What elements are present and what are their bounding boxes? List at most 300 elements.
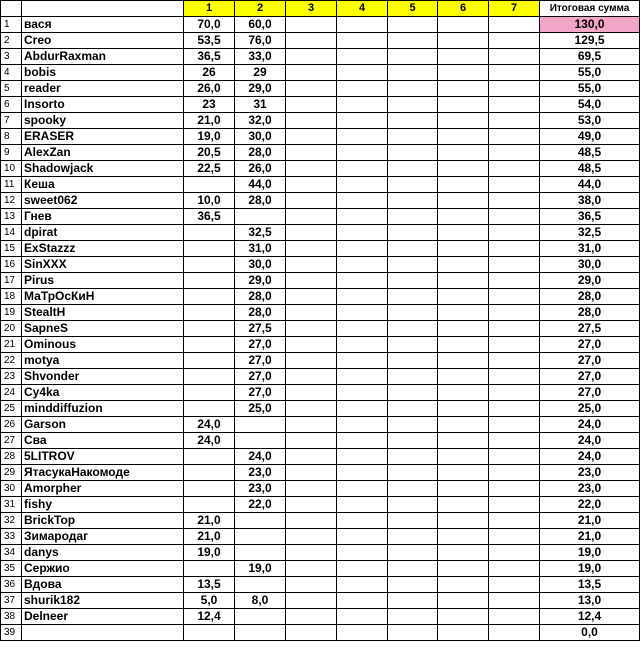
score-cell-4[interactable] xyxy=(337,289,388,305)
player-name[interactable]: motya xyxy=(22,353,184,369)
row-number[interactable]: 39 xyxy=(1,625,22,641)
score-cell-4[interactable] xyxy=(337,337,388,353)
score-cell-1[interactable]: 19,0 xyxy=(184,545,235,561)
score-cell-2[interactable]: 28,0 xyxy=(235,145,286,161)
score-cell-5[interactable] xyxy=(388,113,438,129)
total-cell[interactable]: 19,0 xyxy=(540,545,640,561)
score-cell-6[interactable] xyxy=(438,289,489,305)
player-name[interactable]: МаТрОсКиН xyxy=(22,289,184,305)
score-cell-1[interactable] xyxy=(184,337,235,353)
score-cell-6[interactable] xyxy=(438,193,489,209)
score-cell-6[interactable] xyxy=(438,97,489,113)
total-cell[interactable]: 49,0 xyxy=(540,129,640,145)
score-cell-5[interactable] xyxy=(388,161,438,177)
score-cell-1[interactable] xyxy=(184,305,235,321)
score-cell-3[interactable] xyxy=(286,513,337,529)
score-cell-1[interactable]: 70,0 xyxy=(184,17,235,33)
score-cell-2[interactable]: 29,0 xyxy=(235,81,286,97)
total-cell[interactable]: 24,0 xyxy=(540,433,640,449)
score-cell-6[interactable] xyxy=(438,49,489,65)
total-cell[interactable]: 28,0 xyxy=(540,305,640,321)
row-number[interactable]: 26 xyxy=(1,417,22,433)
score-cell-6[interactable] xyxy=(438,497,489,513)
player-name[interactable]: Creo xyxy=(22,33,184,49)
score-cell-5[interactable] xyxy=(388,289,438,305)
player-name[interactable]: Amorpher xyxy=(22,481,184,497)
score-cell-7[interactable] xyxy=(489,81,540,97)
score-cell-6[interactable] xyxy=(438,17,489,33)
total-cell[interactable]: 30,0 xyxy=(540,257,640,273)
score-cell-6[interactable] xyxy=(438,385,489,401)
score-cell-7[interactable] xyxy=(489,593,540,609)
score-cell-3[interactable] xyxy=(286,81,337,97)
score-cell-4[interactable] xyxy=(337,81,388,97)
score-cell-3[interactable] xyxy=(286,193,337,209)
row-number[interactable]: 8 xyxy=(1,129,22,145)
row-number[interactable]: 5 xyxy=(1,81,22,97)
player-name[interactable]: shurik182 xyxy=(22,593,184,609)
score-cell-2[interactable]: 32,0 xyxy=(235,113,286,129)
score-cell-2[interactable]: 27,0 xyxy=(235,369,286,385)
player-name[interactable]: ExStazzz xyxy=(22,241,184,257)
score-cell-2[interactable] xyxy=(235,529,286,545)
score-cell-4[interactable] xyxy=(337,161,388,177)
row-number[interactable]: 2 xyxy=(1,33,22,49)
score-cell-5[interactable] xyxy=(388,513,438,529)
score-cell-3[interactable] xyxy=(286,273,337,289)
total-cell[interactable]: 53,0 xyxy=(540,113,640,129)
score-cell-1[interactable]: 22,5 xyxy=(184,161,235,177)
score-cell-6[interactable] xyxy=(438,225,489,241)
score-cell-1[interactable] xyxy=(184,369,235,385)
score-cell-4[interactable] xyxy=(337,353,388,369)
score-cell-2[interactable] xyxy=(235,545,286,561)
row-number[interactable]: 38 xyxy=(1,609,22,625)
row-number[interactable]: 1 xyxy=(1,17,22,33)
score-cell-4[interactable] xyxy=(337,273,388,289)
score-cell-5[interactable] xyxy=(388,97,438,113)
score-cell-5[interactable] xyxy=(388,193,438,209)
total-cell[interactable]: 55,0 xyxy=(540,81,640,97)
score-cell-2[interactable]: 44,0 xyxy=(235,177,286,193)
total-cell[interactable]: 0,0 xyxy=(540,625,640,641)
row-number[interactable]: 19 xyxy=(1,305,22,321)
score-cell-6[interactable] xyxy=(438,65,489,81)
score-cell-7[interactable] xyxy=(489,17,540,33)
score-cell-6[interactable] xyxy=(438,177,489,193)
score-cell-2[interactable]: 33,0 xyxy=(235,49,286,65)
row-number[interactable]: 18 xyxy=(1,289,22,305)
score-cell-1[interactable]: 10,0 xyxy=(184,193,235,209)
score-cell-3[interactable] xyxy=(286,497,337,513)
score-cell-5[interactable] xyxy=(388,353,438,369)
total-cell[interactable]: 130,0 xyxy=(540,17,640,33)
total-cell[interactable]: 48,5 xyxy=(540,145,640,161)
score-cell-1[interactable] xyxy=(184,497,235,513)
score-cell-7[interactable] xyxy=(489,257,540,273)
score-cell-3[interactable] xyxy=(286,481,337,497)
total-cell[interactable]: 48,5 xyxy=(540,161,640,177)
score-cell-4[interactable] xyxy=(337,529,388,545)
score-cell-1[interactable] xyxy=(184,257,235,273)
score-cell-1[interactable]: 26 xyxy=(184,65,235,81)
score-cell-6[interactable] xyxy=(438,209,489,225)
row-number[interactable]: 4 xyxy=(1,65,22,81)
score-cell-4[interactable] xyxy=(337,577,388,593)
score-cell-5[interactable] xyxy=(388,545,438,561)
score-cell-7[interactable] xyxy=(489,385,540,401)
score-cell-5[interactable] xyxy=(388,417,438,433)
score-cell-1[interactable] xyxy=(184,321,235,337)
score-cell-2[interactable]: 23,0 xyxy=(235,465,286,481)
row-number[interactable]: 30 xyxy=(1,481,22,497)
score-cell-1[interactable]: 20,5 xyxy=(184,145,235,161)
score-cell-4[interactable] xyxy=(337,193,388,209)
player-name[interactable]: Pirus xyxy=(22,273,184,289)
score-cell-5[interactable] xyxy=(388,433,438,449)
score-cell-5[interactable] xyxy=(388,593,438,609)
score-cell-7[interactable] xyxy=(489,177,540,193)
score-cell-1[interactable] xyxy=(184,449,235,465)
score-cell-3[interactable] xyxy=(286,449,337,465)
score-cell-3[interactable] xyxy=(286,145,337,161)
player-name[interactable]: Гнев xyxy=(22,209,184,225)
score-cell-6[interactable] xyxy=(438,593,489,609)
row-number[interactable]: 27 xyxy=(1,433,22,449)
total-cell[interactable]: 44,0 xyxy=(540,177,640,193)
player-name[interactable]: Shvonder xyxy=(22,369,184,385)
score-cell-3[interactable] xyxy=(286,289,337,305)
row-number[interactable]: 13 xyxy=(1,209,22,225)
score-cell-7[interactable] xyxy=(489,33,540,49)
player-name[interactable]: Ominous xyxy=(22,337,184,353)
score-cell-3[interactable] xyxy=(286,529,337,545)
score-cell-1[interactable] xyxy=(184,273,235,289)
score-cell-7[interactable] xyxy=(489,529,540,545)
total-cell[interactable]: 27,0 xyxy=(540,337,640,353)
score-cell-7[interactable] xyxy=(489,241,540,257)
score-cell-2[interactable]: 29 xyxy=(235,65,286,81)
score-cell-5[interactable] xyxy=(388,497,438,513)
score-cell-5[interactable] xyxy=(388,225,438,241)
score-cell-6[interactable] xyxy=(438,449,489,465)
score-cell-4[interactable] xyxy=(337,561,388,577)
score-cell-1[interactable] xyxy=(184,225,235,241)
column-header-1[interactable]: 1 xyxy=(184,1,235,17)
score-cell-7[interactable] xyxy=(489,513,540,529)
score-cell-4[interactable] xyxy=(337,209,388,225)
score-cell-5[interactable] xyxy=(388,17,438,33)
score-cell-1[interactable]: 21,0 xyxy=(184,113,235,129)
player-name[interactable]: fishy xyxy=(22,497,184,513)
score-cell-2[interactable]: 31 xyxy=(235,97,286,113)
player-name[interactable]: danys xyxy=(22,545,184,561)
score-cell-6[interactable] xyxy=(438,321,489,337)
score-cell-5[interactable] xyxy=(388,481,438,497)
score-cell-3[interactable] xyxy=(286,385,337,401)
total-cell[interactable]: 129,5 xyxy=(540,33,640,49)
score-cell-6[interactable] xyxy=(438,305,489,321)
score-cell-1[interactable]: 12,4 xyxy=(184,609,235,625)
row-number[interactable]: 3 xyxy=(1,49,22,65)
score-cell-6[interactable] xyxy=(438,561,489,577)
total-cell[interactable]: 21,0 xyxy=(540,529,640,545)
score-cell-5[interactable] xyxy=(388,577,438,593)
score-cell-6[interactable] xyxy=(438,609,489,625)
total-cell[interactable]: 13,0 xyxy=(540,593,640,609)
score-cell-7[interactable] xyxy=(489,353,540,369)
score-cell-6[interactable] xyxy=(438,145,489,161)
score-cell-5[interactable] xyxy=(388,81,438,97)
score-cell-2[interactable]: 27,0 xyxy=(235,353,286,369)
score-cell-1[interactable] xyxy=(184,385,235,401)
score-cell-1[interactable] xyxy=(184,401,235,417)
score-cell-7[interactable] xyxy=(489,433,540,449)
score-cell-5[interactable] xyxy=(388,33,438,49)
score-cell-5[interactable] xyxy=(388,65,438,81)
row-number[interactable]: 12 xyxy=(1,193,22,209)
score-cell-3[interactable] xyxy=(286,177,337,193)
score-cell-7[interactable] xyxy=(489,305,540,321)
player-name[interactable]: bobis xyxy=(22,65,184,81)
total-cell[interactable]: 28,0 xyxy=(540,289,640,305)
score-cell-5[interactable] xyxy=(388,609,438,625)
total-cell[interactable]: 21,0 xyxy=(540,513,640,529)
score-cell-2[interactable]: 28,0 xyxy=(235,305,286,321)
row-number[interactable]: 11 xyxy=(1,177,22,193)
score-cell-4[interactable] xyxy=(337,449,388,465)
score-cell-5[interactable] xyxy=(388,129,438,145)
score-cell-5[interactable] xyxy=(388,449,438,465)
column-header-5[interactable]: 5 xyxy=(388,1,438,17)
score-cell-6[interactable] xyxy=(438,129,489,145)
column-header-4[interactable]: 4 xyxy=(337,1,388,17)
score-cell-6[interactable] xyxy=(438,529,489,545)
score-cell-5[interactable] xyxy=(388,241,438,257)
score-cell-3[interactable] xyxy=(286,305,337,321)
score-cell-3[interactable] xyxy=(286,321,337,337)
score-cell-2[interactable]: 27,5 xyxy=(235,321,286,337)
score-cell-6[interactable] xyxy=(438,81,489,97)
score-cell-2[interactable]: 8,0 xyxy=(235,593,286,609)
score-cell-2[interactable]: 23,0 xyxy=(235,481,286,497)
total-cell[interactable]: 55,0 xyxy=(540,65,640,81)
score-cell-2[interactable]: 32,5 xyxy=(235,225,286,241)
row-number[interactable]: 6 xyxy=(1,97,22,113)
score-cell-1[interactable] xyxy=(184,177,235,193)
score-cell-6[interactable] xyxy=(438,241,489,257)
player-name[interactable]: AlexZan xyxy=(22,145,184,161)
score-cell-7[interactable] xyxy=(489,49,540,65)
player-name[interactable]: Зимародаг xyxy=(22,529,184,545)
score-cell-6[interactable] xyxy=(438,161,489,177)
score-cell-2[interactable]: 24,0 xyxy=(235,449,286,465)
score-cell-6[interactable] xyxy=(438,369,489,385)
total-cell[interactable]: 31,0 xyxy=(540,241,640,257)
score-cell-7[interactable] xyxy=(489,225,540,241)
score-cell-2[interactable] xyxy=(235,209,286,225)
score-cell-4[interactable] xyxy=(337,545,388,561)
score-cell-3[interactable] xyxy=(286,593,337,609)
row-number[interactable]: 22 xyxy=(1,353,22,369)
score-cell-3[interactable] xyxy=(286,465,337,481)
score-cell-3[interactable] xyxy=(286,561,337,577)
score-cell-4[interactable] xyxy=(337,129,388,145)
score-cell-1[interactable] xyxy=(184,465,235,481)
total-cell[interactable]: 36,5 xyxy=(540,209,640,225)
total-cell[interactable]: 23,0 xyxy=(540,465,640,481)
player-name[interactable]: BrickTop xyxy=(22,513,184,529)
score-cell-3[interactable] xyxy=(286,225,337,241)
score-cell-2[interactable]: 60,0 xyxy=(235,17,286,33)
row-number[interactable]: 25 xyxy=(1,401,22,417)
score-cell-3[interactable] xyxy=(286,369,337,385)
score-cell-6[interactable] xyxy=(438,417,489,433)
row-number[interactable]: 28 xyxy=(1,449,22,465)
row-number[interactable]: 29 xyxy=(1,465,22,481)
score-cell-4[interactable] xyxy=(337,145,388,161)
score-cell-1[interactable] xyxy=(184,241,235,257)
player-name[interactable]: reader xyxy=(22,81,184,97)
score-cell-5[interactable] xyxy=(388,369,438,385)
score-cell-6[interactable] xyxy=(438,513,489,529)
score-cell-7[interactable] xyxy=(489,209,540,225)
player-name[interactable]: SapneS xyxy=(22,321,184,337)
score-cell-4[interactable] xyxy=(337,65,388,81)
score-cell-3[interactable] xyxy=(286,609,337,625)
player-name[interactable]: sweet062 xyxy=(22,193,184,209)
score-cell-7[interactable] xyxy=(489,497,540,513)
score-cell-7[interactable] xyxy=(489,65,540,81)
score-cell-3[interactable] xyxy=(286,97,337,113)
row-number[interactable]: 34 xyxy=(1,545,22,561)
score-cell-4[interactable] xyxy=(337,465,388,481)
score-cell-2[interactable]: 29,0 xyxy=(235,273,286,289)
player-name[interactable]: AbdurRaxman xyxy=(22,49,184,65)
score-cell-3[interactable] xyxy=(286,257,337,273)
score-cell-3[interactable] xyxy=(286,577,337,593)
score-cell-5[interactable] xyxy=(388,257,438,273)
score-cell-2[interactable]: 26,0 xyxy=(235,161,286,177)
score-cell-2[interactable]: 30,0 xyxy=(235,257,286,273)
total-cell[interactable]: 27,0 xyxy=(540,369,640,385)
score-cell-2[interactable] xyxy=(235,577,286,593)
score-cell-1[interactable]: 24,0 xyxy=(184,417,235,433)
score-cell-4[interactable] xyxy=(337,321,388,337)
total-cell[interactable]: 32,5 xyxy=(540,225,640,241)
score-cell-1[interactable] xyxy=(184,289,235,305)
player-name[interactable]: spooky xyxy=(22,113,184,129)
score-cell-4[interactable] xyxy=(337,401,388,417)
score-cell-4[interactable] xyxy=(337,49,388,65)
score-cell-3[interactable] xyxy=(286,113,337,129)
score-cell-1[interactable]: 26,0 xyxy=(184,81,235,97)
score-cell-6[interactable] xyxy=(438,465,489,481)
player-name[interactable]: SinXXX xyxy=(22,257,184,273)
score-cell-4[interactable] xyxy=(337,225,388,241)
score-cell-2[interactable]: 27,0 xyxy=(235,337,286,353)
score-cell-3[interactable] xyxy=(286,17,337,33)
score-cell-5[interactable] xyxy=(388,209,438,225)
player-name[interactable]: вася xyxy=(22,17,184,33)
total-cell[interactable]: 25,0 xyxy=(540,401,640,417)
score-cell-5[interactable] xyxy=(388,529,438,545)
score-cell-3[interactable] xyxy=(286,337,337,353)
total-cell[interactable]: 54,0 xyxy=(540,97,640,113)
score-cell-4[interactable] xyxy=(337,257,388,273)
score-cell-4[interactable] xyxy=(337,609,388,625)
score-cell-7[interactable] xyxy=(489,401,540,417)
score-cell-7[interactable] xyxy=(489,545,540,561)
total-header[interactable]: Итоговая сумма xyxy=(540,1,640,17)
player-name[interactable]: 5LITROV xyxy=(22,449,184,465)
total-cell[interactable]: 27,0 xyxy=(540,353,640,369)
player-name[interactable]: StealtH xyxy=(22,305,184,321)
score-cell-4[interactable] xyxy=(337,177,388,193)
score-cell-4[interactable] xyxy=(337,513,388,529)
score-cell-6[interactable] xyxy=(438,257,489,273)
score-cell-7[interactable] xyxy=(489,113,540,129)
column-header-7[interactable]: 7 xyxy=(489,1,540,17)
score-cell-4[interactable] xyxy=(337,241,388,257)
score-cell-3[interactable] xyxy=(286,209,337,225)
score-cell-7[interactable] xyxy=(489,417,540,433)
score-cell-4[interactable] xyxy=(337,33,388,49)
row-number[interactable]: 17 xyxy=(1,273,22,289)
total-cell[interactable]: 29,0 xyxy=(540,273,640,289)
score-cell-1[interactable]: 23 xyxy=(184,97,235,113)
score-cell-1[interactable]: 13,5 xyxy=(184,577,235,593)
player-name[interactable] xyxy=(22,625,184,641)
row-number[interactable]: 31 xyxy=(1,497,22,513)
score-cell-2[interactable]: 27,0 xyxy=(235,385,286,401)
score-cell-7[interactable] xyxy=(489,577,540,593)
row-number[interactable]: 33 xyxy=(1,529,22,545)
score-cell-7[interactable] xyxy=(489,449,540,465)
score-cell-2[interactable]: 31,0 xyxy=(235,241,286,257)
total-cell[interactable]: 24,0 xyxy=(540,417,640,433)
score-cell-5[interactable] xyxy=(388,401,438,417)
score-cell-4[interactable] xyxy=(337,17,388,33)
player-name[interactable]: Garson xyxy=(22,417,184,433)
score-cell-5[interactable] xyxy=(388,49,438,65)
score-cell-6[interactable] xyxy=(438,433,489,449)
row-number[interactable]: 32 xyxy=(1,513,22,529)
score-cell-7[interactable] xyxy=(489,273,540,289)
score-cell-4[interactable] xyxy=(337,385,388,401)
score-cell-4[interactable] xyxy=(337,625,388,641)
score-cell-4[interactable] xyxy=(337,481,388,497)
score-cell-6[interactable] xyxy=(438,337,489,353)
score-cell-1[interactable]: 53,5 xyxy=(184,33,235,49)
score-cell-4[interactable] xyxy=(337,497,388,513)
player-name[interactable]: dpirat xyxy=(22,225,184,241)
score-cell-4[interactable] xyxy=(337,305,388,321)
player-name[interactable]: Insorto xyxy=(22,97,184,113)
row-number[interactable]: 7 xyxy=(1,113,22,129)
score-cell-6[interactable] xyxy=(438,113,489,129)
score-cell-5[interactable] xyxy=(388,177,438,193)
row-number[interactable]: 24 xyxy=(1,385,22,401)
score-cell-1[interactable]: 24,0 xyxy=(184,433,235,449)
total-cell[interactable]: 69,5 xyxy=(540,49,640,65)
total-cell[interactable]: 13,5 xyxy=(540,577,640,593)
score-cell-2[interactable]: 25,0 xyxy=(235,401,286,417)
score-cell-2[interactable]: 19,0 xyxy=(235,561,286,577)
row-number[interactable]: 14 xyxy=(1,225,22,241)
score-cell-7[interactable] xyxy=(489,97,540,113)
player-name[interactable]: ЯтасукаНакомоде xyxy=(22,465,184,481)
